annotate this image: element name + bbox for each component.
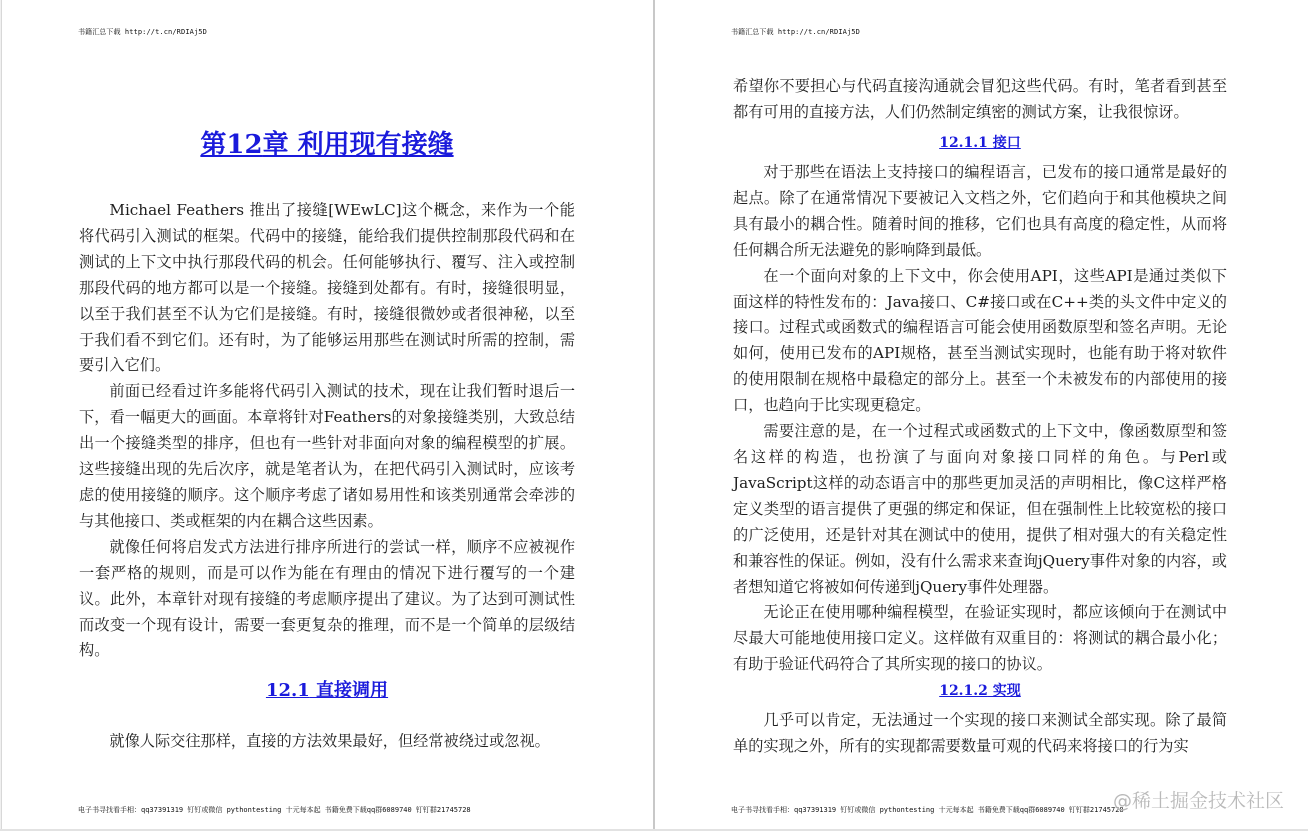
paragraph: 前面已经看过许多能将代码引入测试的技术，现在让我们暂时退后一下，看一幅更大的画面。本章将针对Feathers的对象接缝类别，大致总结出一个接缝类型的排序，但也有一些针对非面向对象的编程模型的扩展。这些接缝出现的先后次序，就是笔者认为，在把代码引入测试时，应该考虑的使用接缝的顺序。这个顺序考虑了诸如易用性和该类别通常会牵涉的与其他接口、类或框架的内在耦合这些因素。 <box>79 382 575 530</box>
subsection-body <box>733 708 1227 760</box>
chapter-title-link[interactable] <box>79 128 575 162</box>
paragraph: 几乎可以肯定，无法通过一个实现的接口来测试全部实现。除了最简单的实现之外，所有的实现都需要数量可观的代码来将接口的行为实 <box>733 711 1227 755</box>
chapter-title-text: 章 利用现有接缝 <box>262 130 454 160</box>
paragraph: Michael Feathers 推出了接缝[WEwLC]这个概念，来作为一个能将代码引入测试的框架。代码中的接缝，能给我们提供控制那段代码和在测试的上下文中执行那段代码的机会。任何能够执行、覆写、注入或控制那段代码的地方都可以是一个接缝。接缝到处都有。有时，接缝很明显，以至于我们甚至不认为它们是接缝。有时，接缝很微妙或者很神秘，以至于我们看不到它们。还有时，为了能够运用那些在测试时所需的控制，需要引入它们。 <box>79 201 575 375</box>
right-page <box>655 0 1308 829</box>
paragraph: 就像任何将启发式方法进行排序所进行的尝试一样，顺序不应被视作一套严格的规则，而是可以作为能在有理由的情况下进行覆写的一个建议。此外，本章针对现有接缝的考虑顺序提出了建议。为了达到可测试性而改变一个现有设计，需要一套更复杂的推理，而不是一个简单的层级结构。 <box>79 537 575 660</box>
page-footer-note: 电子书寻找看手相：qq37391319 钉钉或微信 pythontesting 十元每本起 书籍免费下载qq群6089740 钉钉群21745728 <box>78 806 471 814</box>
section-title-block <box>79 678 575 704</box>
paragraph: 希望你不要担心与代码直接沟通就会冒犯这些代码。有时，笔者看到甚至都有可用的直接方法，人们仍然制定缜密的测试方案，让我很惊讶。 <box>733 77 1227 121</box>
subsection-body <box>733 160 1227 678</box>
intro-body <box>733 74 1227 126</box>
left-page <box>1 0 653 829</box>
subsection-title-link[interactable] <box>733 133 1227 153</box>
section-body <box>79 729 575 755</box>
subsection-number: 12.1.2 <box>939 683 988 699</box>
paragraph: 需要注意的是，在一个过程式或函数式的上下文中，像函数原型和签名这样的构造，也扮演了与面向对象接口同样的角色。与Perl或JavaScript这样的动态语言中的那些更加灵活的声明相比，像C这样严格定义类型的语言提供了更强的绑定和保证，但在强制性上比较宽松的接口的广泛使用，还是针对其在测试中的使用，提供了相对强大的有关稳定性和兼容性的保证。例如，没有什么需求来查询jQuery事件对象的内容，或者想知道它将被如何传递到jQuery事件处理器。 <box>733 422 1227 596</box>
chapter-body <box>79 198 575 664</box>
section-title-text: 直接调用 <box>309 680 389 701</box>
section-number: 12.1 <box>265 680 310 701</box>
subsection-number: 12.1.1 <box>939 135 988 151</box>
watermark: @稀土掘金技术社区 <box>1112 790 1284 812</box>
section-title-link[interactable] <box>79 678 575 704</box>
paragraph: 无论正在使用哪种编程模型，在验证实现时，都应该倾向于在测试中尽最大可能地使用接口定义。这样做有双重目的：将测试的耦合最小化；有助于验证代码符合了其所实现的接口的协议。 <box>733 603 1227 674</box>
subsection-title-link[interactable] <box>733 681 1227 701</box>
paragraph: 对于那些在语法上支持接口的编程语言，已发布的接口通常是最好的起点。除了在通常情况下要被记入文档之外，它们趋向于和其他模块之间具有最小的耦合性。随着时间的推移，它们也具有高度的稳定性，从而将任何耦合所无法避免的影响降到最低。 <box>733 163 1227 259</box>
subsection-title-block <box>733 681 1227 701</box>
chapter-number: 第12 <box>200 130 263 160</box>
page-header-note: 书籍汇总下载 http://t.cn/RDIAj5D <box>78 28 207 36</box>
subsection-title-text: 实现 <box>987 683 1021 699</box>
page-footer-note: 电子书寻找看手相：qq37391319 钉钉或微信 pythontesting 十元每本起 书籍免费下载qq群6089740 钉钉群21745728 <box>731 806 1124 814</box>
subsection-title-text: 接口 <box>987 135 1021 151</box>
page-header-note: 书籍汇总下载 http://t.cn/RDIAj5D <box>731 28 860 36</box>
paragraph: 就像人际交往那样，直接的方法效果最好，但经常被绕过或忽视。 <box>109 732 550 750</box>
chapter-title-block <box>79 128 575 162</box>
paragraph: 在一个面向对象的上下文中，你会使用API，这些API是通过类似下面这样的特性发布的：Java接口、C#接口或在C++类的头文件中定义的接口。过程式或函数式的编程语言可能会使用函数原型和签名声明。无论如何，使用已发布的API规格，甚至当测试实现时，也能有助于将对软件的使用限制在规格中最稳定的部分上。甚至一个未被发布的内部使用的接口，也趋向于比实现更稳定。 <box>733 266 1227 415</box>
subsection-title-block <box>733 133 1227 153</box>
